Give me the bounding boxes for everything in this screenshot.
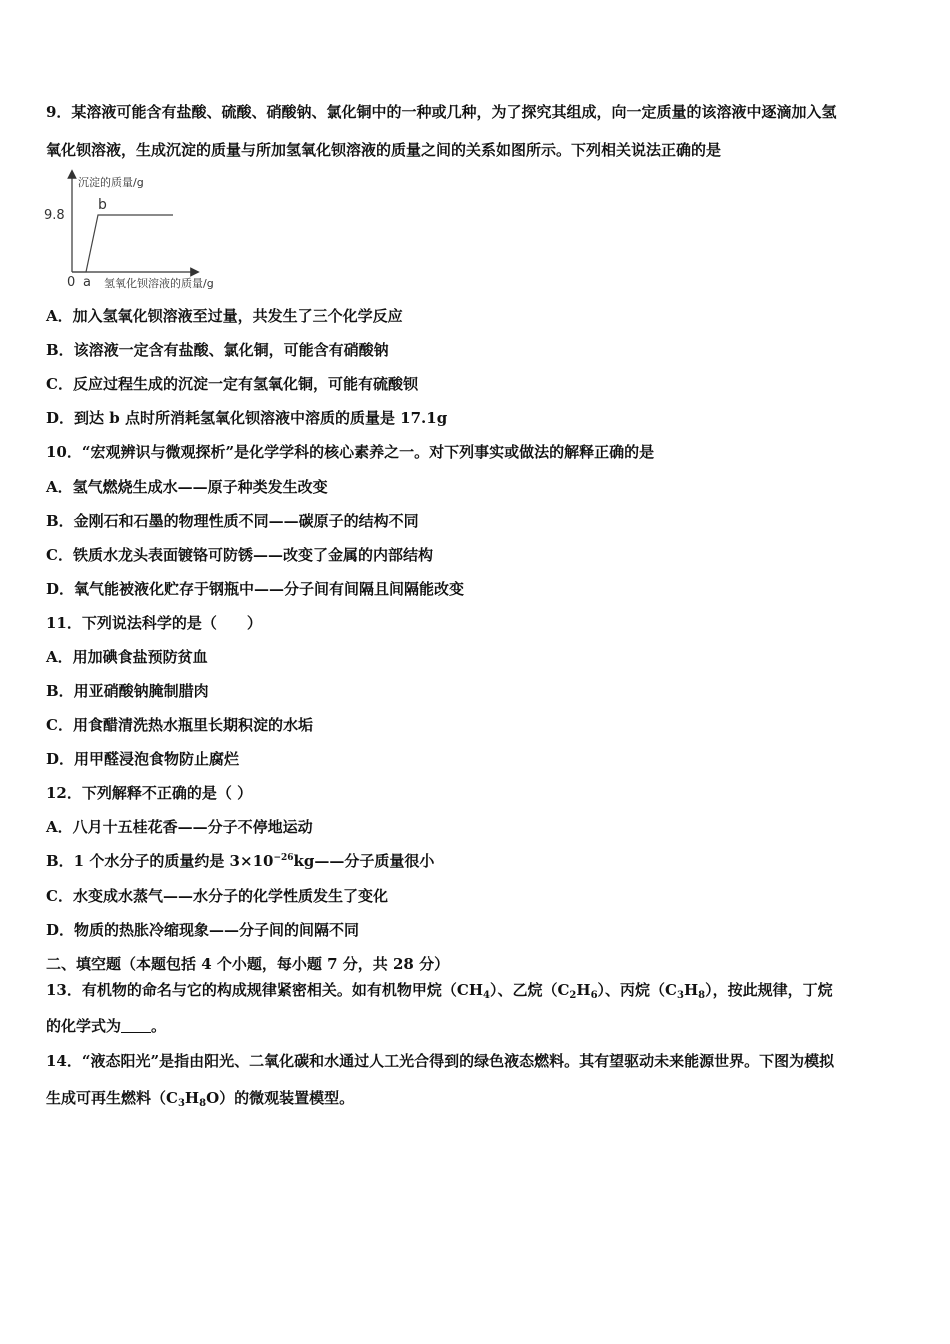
- point-b-label: b: [98, 197, 107, 213]
- q12-option-b-text: B．1 个水分子的质量约是 3×10: [46, 852, 274, 870]
- q13-sub: 2: [569, 990, 577, 1001]
- q13-text: ），按此规律，丁烷: [705, 981, 833, 999]
- q14-text: 生成可再生燃料（C: [46, 1089, 178, 1107]
- origin-label: 0: [67, 275, 76, 290]
- q11-stem: 11．下列说法科学的是（ ）: [46, 614, 262, 632]
- precipitate-line: [72, 215, 173, 272]
- q12-option-d: D．物质的热胀冷缩现象——分子间的间隔不同: [46, 921, 360, 939]
- q13-text: ）、丙烷（C: [597, 981, 677, 999]
- q13-line1: [46, 980, 833, 1000]
- q14-line1: 14．“液态阳光”是指由阳光、二氧化碳和水通过人工光合得到的绿色液态燃料。其有望驱动未来能源世界。下图为模拟: [46, 1052, 835, 1070]
- q10-option-c: C．铁质水龙头表面镀铬可防锈——改变了金属的内部结构: [46, 546, 433, 564]
- q12-option-a: A．八月十五桂花香——分子不停地运动: [46, 818, 313, 836]
- q14-sub: 8: [199, 1098, 207, 1109]
- q13-sub: 3: [677, 990, 684, 1001]
- y-tick-label: 9.8: [44, 208, 65, 223]
- q14-line2: [46, 1088, 354, 1108]
- q9-option-a: A．加入氢氧化钡溶液至过量，共发生了三个化学反应: [46, 307, 403, 325]
- q9-option-b: B．该溶液一定含有盐酸、氯化铜，可能含有硝酸钠: [46, 341, 389, 359]
- q11-option-c: C．用食醋清洗热水瓶里长期积淀的水垢: [46, 716, 313, 734]
- q13-text: 。: [151, 1017, 167, 1035]
- q13-text: 的化学式为: [46, 1017, 122, 1035]
- q9-stem-line2: 氧化钡溶液，生成沉淀的质量与所加氢氧化钡溶液的质量之间的关系如图所示。下列相关说法正确的是: [46, 141, 722, 159]
- section2-title: 二、填空题（本题包括 4 个小题，每小题 7 分，共 28 分）: [46, 955, 450, 973]
- q9-option-d: D．到达 b 点时所消耗氢氧化钡溶液中溶质的质量是 17.1g: [46, 409, 448, 427]
- q11-option-d: D．用甲醛浸泡食物防止腐烂: [46, 750, 240, 768]
- q14-sub: 3: [177, 1098, 185, 1109]
- q13-text: ）、乙烷（C: [489, 981, 570, 999]
- q12-stem: 12．下列解释不正确的是（ ）: [46, 784, 253, 802]
- q13-sub: 4: [483, 990, 490, 1001]
- q10-stem: 10．“宏观辨识与微观探析”是化学学科的核心素养之一。对下列事实或做法的解释正确的是: [46, 443, 655, 461]
- q12-option-b: [46, 851, 434, 871]
- q13-sub: 6: [590, 990, 598, 1001]
- y-axis-label: 沉淀的质量/g: [78, 176, 144, 189]
- q12-option-c: C．水变成水蒸气——水分子的化学性质发生了变化: [46, 887, 388, 905]
- q13-text: 13．有机物的命名与它的构成规律紧密相关。如有机物甲烷（CH: [46, 981, 483, 999]
- q10-option-a: A．氢气燃烧生成水——原子种类发生改变: [46, 478, 328, 496]
- q12-option-b-text-end: kg——分子质量很小: [293, 852, 435, 870]
- q10-option-d: D．氧气能被液化贮存于钢瓶中——分子间有间隔且间隔能改变: [46, 580, 465, 598]
- precipitate-chart: [40, 168, 240, 296]
- q14-text: O）的微观装置模型。: [206, 1089, 355, 1107]
- x-axis-label: 氢氧化钡溶液的质量/g: [104, 277, 214, 290]
- q11-option-a: A．用加碘食盐预防贫血: [46, 648, 208, 666]
- q9-option-c: C．反应过程生成的沉淀一定有氢氧化铜，可能有硫酸钡: [46, 375, 418, 393]
- q13-text: H: [683, 981, 699, 999]
- q13-line2: [46, 1016, 166, 1036]
- q13-text: H: [576, 981, 591, 999]
- q14-text: H: [184, 1089, 200, 1107]
- q10-option-b: B．金刚石和石墨的物理性质不同——碳原子的结构不同: [46, 512, 419, 530]
- q12-option-b-exponent: −26: [273, 853, 294, 863]
- q13-sub: 8: [698, 990, 706, 1001]
- q9-stem-line1: 9．某溶液可能含有盐酸、硫酸、硝酸钠、氯化铜中的一种或几种，为了探究其组成，向一定质量的该溶液中逐滴加入氢: [46, 103, 837, 121]
- q11-option-b: B．用亚硝酸钠腌制腊肉: [46, 682, 209, 700]
- answer-blank[interactable]: [121, 1018, 151, 1033]
- chart-svg: [40, 168, 240, 296]
- point-a-label: a: [83, 275, 91, 290]
